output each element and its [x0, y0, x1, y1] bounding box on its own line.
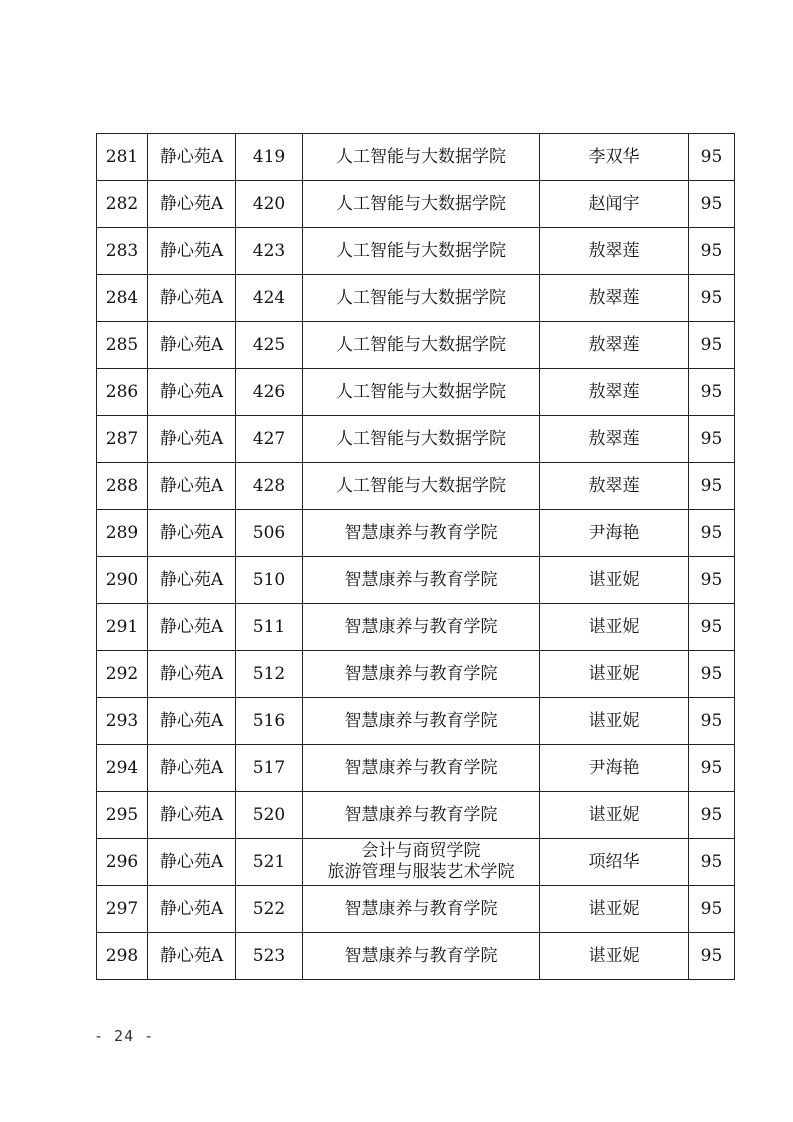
- college-name: 智慧康养与教育学院: [344, 898, 498, 919]
- college-name: 会计与商贸学院: [361, 841, 481, 861]
- cell-room-number: 522: [236, 886, 303, 933]
- cell-room-number: 424: [236, 275, 303, 322]
- cell-building: 静心苑A: [148, 886, 236, 933]
- cell-building: 静心苑A: [148, 416, 236, 463]
- cell-score: 95: [689, 604, 735, 651]
- cell-score: 95: [689, 181, 735, 228]
- table-row: [97, 698, 735, 745]
- cell-teacher: 尹海艳: [540, 745, 689, 792]
- college-name: 智慧康养与教育学院: [344, 710, 498, 731]
- cell-building: 静心苑A: [148, 275, 236, 322]
- cell-serial-number: 282: [97, 181, 148, 228]
- cell-score: 95: [689, 886, 735, 933]
- table-row: [97, 745, 735, 792]
- cell-room-number: 523: [236, 933, 303, 980]
- table-row: [97, 181, 735, 228]
- cell-serial-number: 285: [97, 322, 148, 369]
- cell-score: 95: [689, 322, 735, 369]
- cell-teacher: 敖翠莲: [540, 463, 689, 510]
- cell-teacher: 李双华: [540, 134, 689, 181]
- cell-building: 静心苑A: [148, 604, 236, 651]
- cell-teacher: 项绍华: [540, 839, 689, 886]
- cell-college: [303, 228, 540, 275]
- cell-college: [303, 698, 540, 745]
- cell-score: 95: [689, 745, 735, 792]
- table-row: [97, 792, 735, 839]
- table-row: [97, 416, 735, 463]
- college-name: 人工智能与大数据学院: [336, 334, 506, 355]
- cell-score: 95: [689, 933, 735, 980]
- cell-score: 95: [689, 698, 735, 745]
- cell-college: [303, 745, 540, 792]
- table-row: [97, 275, 735, 322]
- cell-college: [303, 839, 540, 886]
- cell-building: 静心苑A: [148, 463, 236, 510]
- cell-score: 95: [689, 416, 735, 463]
- cell-serial-number: 288: [97, 463, 148, 510]
- cell-score: 95: [689, 651, 735, 698]
- cell-college: [303, 792, 540, 839]
- cell-teacher: 敖翠莲: [540, 416, 689, 463]
- cell-teacher: 敖翠莲: [540, 228, 689, 275]
- cell-score: 95: [689, 228, 735, 275]
- cell-score: 95: [689, 369, 735, 416]
- cell-room-number: 419: [236, 134, 303, 181]
- college-name: 智慧康养与教育学院: [344, 569, 498, 590]
- college-name: 人工智能与大数据学院: [336, 193, 506, 214]
- cell-serial-number: 297: [97, 886, 148, 933]
- cell-college: [303, 557, 540, 604]
- cell-teacher: 谌亚妮: [540, 698, 689, 745]
- cell-teacher: 谌亚妮: [540, 604, 689, 651]
- table-row: [97, 322, 735, 369]
- cell-building: 静心苑A: [148, 933, 236, 980]
- cell-college: [303, 933, 540, 980]
- table-row: [97, 886, 735, 933]
- cell-teacher: 敖翠莲: [540, 322, 689, 369]
- cell-building: 静心苑A: [148, 839, 236, 886]
- cell-teacher: 谌亚妮: [540, 651, 689, 698]
- cell-score: 95: [689, 463, 735, 510]
- cell-serial-number: 294: [97, 745, 148, 792]
- cell-room-number: 516: [236, 698, 303, 745]
- cell-teacher: 敖翠莲: [540, 369, 689, 416]
- cell-college: [303, 369, 540, 416]
- cell-score: 95: [689, 792, 735, 839]
- cell-teacher: 谌亚妮: [540, 557, 689, 604]
- college-name: 人工智能与大数据学院: [336, 287, 506, 308]
- table-row: [97, 651, 735, 698]
- page-number: - 24 -: [94, 1027, 155, 1045]
- dormitory-score-table: [96, 133, 735, 980]
- cell-college: [303, 604, 540, 651]
- cell-score: 95: [689, 839, 735, 886]
- college-name: 人工智能与大数据学院: [336, 146, 506, 167]
- cell-room-number: 510: [236, 557, 303, 604]
- table-row: [97, 369, 735, 416]
- cell-building: 静心苑A: [148, 369, 236, 416]
- cell-teacher: 敖翠莲: [540, 275, 689, 322]
- college-name: 人工智能与大数据学院: [336, 475, 506, 496]
- cell-building: 静心苑A: [148, 698, 236, 745]
- cell-college: [303, 416, 540, 463]
- cell-college: [303, 510, 540, 557]
- cell-serial-number: 291: [97, 604, 148, 651]
- cell-teacher: 谌亚妮: [540, 933, 689, 980]
- college-name: 智慧康养与教育学院: [344, 945, 498, 966]
- cell-college: [303, 134, 540, 181]
- college-name: 旅游管理与服装艺术学院: [327, 862, 515, 882]
- table-row: [97, 557, 735, 604]
- cell-serial-number: 290: [97, 557, 148, 604]
- cell-teacher: 谌亚妮: [540, 792, 689, 839]
- cell-building: 静心苑A: [148, 745, 236, 792]
- cell-room-number: 506: [236, 510, 303, 557]
- college-name: 人工智能与大数据学院: [336, 428, 506, 449]
- cell-college: [303, 181, 540, 228]
- cell-room-number: 521: [236, 839, 303, 886]
- table-body: [97, 134, 735, 980]
- cell-room-number: 425: [236, 322, 303, 369]
- cell-room-number: 428: [236, 463, 303, 510]
- cell-score: 95: [689, 134, 735, 181]
- college-name: 智慧康养与教育学院: [344, 616, 498, 637]
- cell-room-number: 420: [236, 181, 303, 228]
- cell-serial-number: 295: [97, 792, 148, 839]
- cell-college: [303, 275, 540, 322]
- cell-room-number: 426: [236, 369, 303, 416]
- cell-room-number: 520: [236, 792, 303, 839]
- college-name: 智慧康养与教育学院: [344, 804, 498, 825]
- cell-score: 95: [689, 557, 735, 604]
- cell-room-number: 427: [236, 416, 303, 463]
- cell-building: 静心苑A: [148, 181, 236, 228]
- cell-room-number: 423: [236, 228, 303, 275]
- table-row: [97, 463, 735, 510]
- table-row: [97, 228, 735, 275]
- cell-college: [303, 322, 540, 369]
- cell-building: 静心苑A: [148, 792, 236, 839]
- college-name: 人工智能与大数据学院: [336, 240, 506, 261]
- table-row: [97, 510, 735, 557]
- cell-serial-number: 292: [97, 651, 148, 698]
- cell-serial-number: 289: [97, 510, 148, 557]
- cell-score: 95: [689, 510, 735, 557]
- cell-room-number: 517: [236, 745, 303, 792]
- cell-serial-number: 286: [97, 369, 148, 416]
- cell-room-number: 512: [236, 651, 303, 698]
- cell-serial-number: 293: [97, 698, 148, 745]
- table-row: [97, 604, 735, 651]
- cell-teacher: 谌亚妮: [540, 886, 689, 933]
- cell-room-number: 511: [236, 604, 303, 651]
- cell-serial-number: 284: [97, 275, 148, 322]
- cell-building: 静心苑A: [148, 651, 236, 698]
- cell-building: 静心苑A: [148, 510, 236, 557]
- cell-serial-number: 287: [97, 416, 148, 463]
- cell-score: 95: [689, 275, 735, 322]
- cell-teacher: 赵闻宇: [540, 181, 689, 228]
- college-name: 智慧康养与教育学院: [344, 757, 498, 778]
- cell-building: 静心苑A: [148, 557, 236, 604]
- cell-college: [303, 886, 540, 933]
- table-row: [97, 933, 735, 980]
- college-name: 智慧康养与教育学院: [344, 663, 498, 684]
- table-row: [97, 134, 735, 181]
- cell-building: 静心苑A: [148, 322, 236, 369]
- cell-college: [303, 651, 540, 698]
- college-name: 智慧康养与教育学院: [344, 522, 498, 543]
- college-name: 人工智能与大数据学院: [336, 381, 506, 402]
- cell-building: 静心苑A: [148, 228, 236, 275]
- cell-serial-number: 283: [97, 228, 148, 275]
- cell-teacher: 尹海艳: [540, 510, 689, 557]
- cell-serial-number: 298: [97, 933, 148, 980]
- table-row: [97, 839, 735, 886]
- cell-building: 静心苑A: [148, 134, 236, 181]
- cell-college: [303, 463, 540, 510]
- cell-serial-number: 281: [97, 134, 148, 181]
- cell-serial-number: 296: [97, 839, 148, 886]
